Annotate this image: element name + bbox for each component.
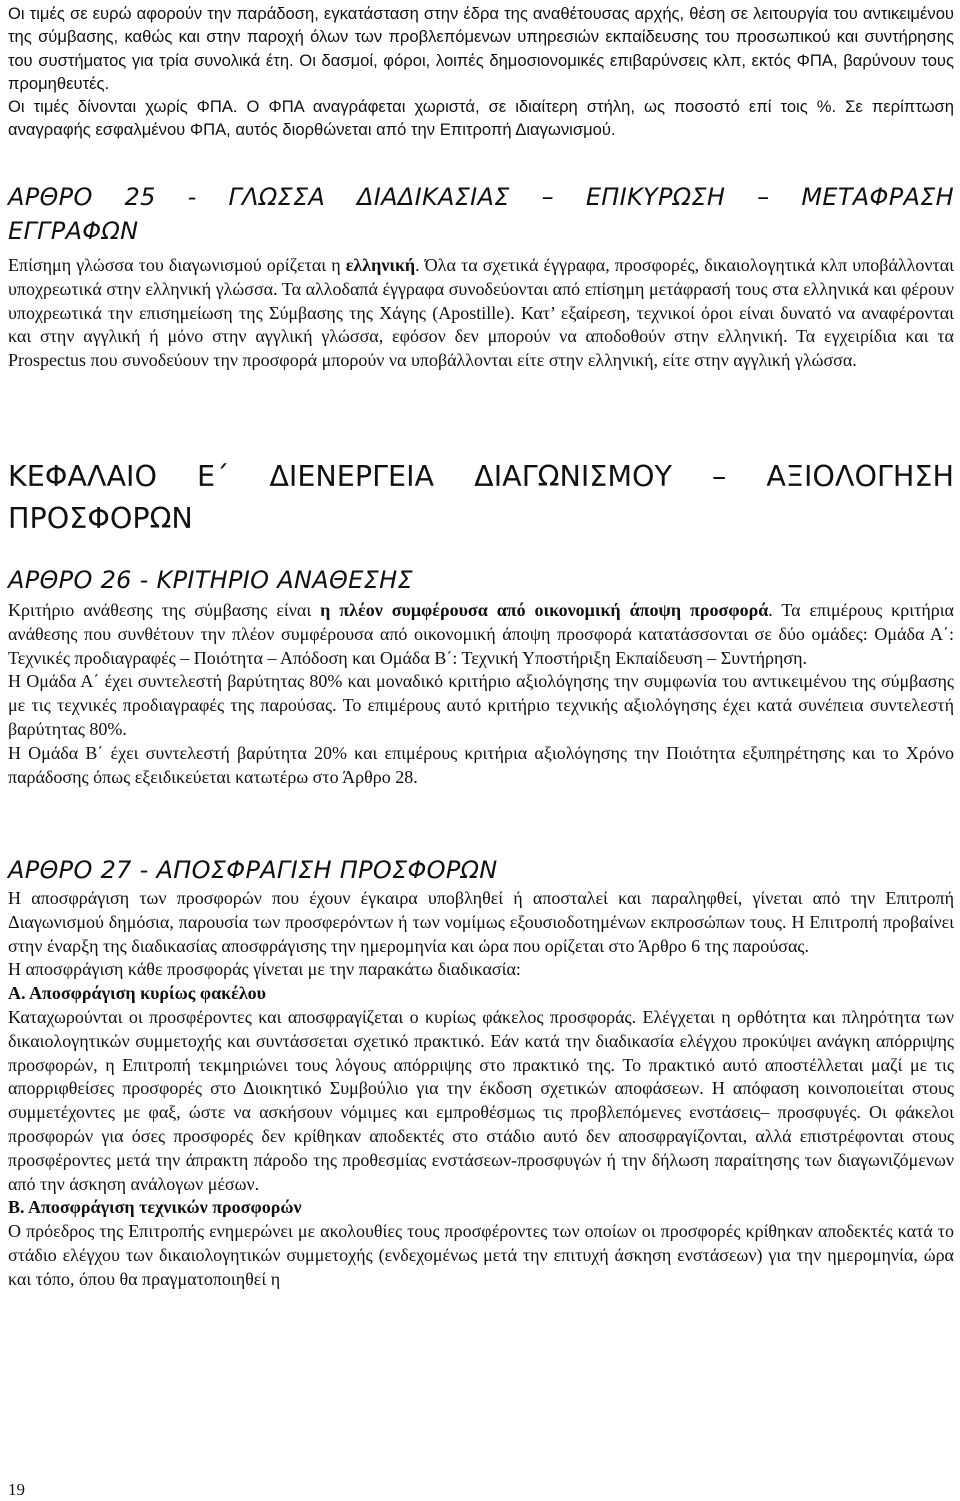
page-number: 19: [8, 1480, 25, 1499]
official-language: ελληνική: [345, 255, 416, 275]
group-a-paragraph: Η Ομάδα Α΄ έχει συντελεστή βαρύτητας 80% και μοναδικό κριτήριο αξιολόγησης την συμφωνία του αντικειμένου της σύμβασης με τις τεχνικές προδιαγραφές της παρούσας. Το επιμέρους αυτό κριτήριο τεχνικής αξιολόγησης έχει κατά συνέπεια συντελεστή βαρύτητας 80%.: [8, 671, 954, 739]
article-25-text-rest: . Όλα τα σχετικά έγγραφα, προσφορές, δικαιολογητικά κλπ υποβάλλονται υποχρεωτικά στην ελληνική γλώσσα. Τα αλλοδαπά έγγραφα συνοδεύονται από επίσημη μετάφρασή τους στα ελληνικά και φέρουν υποχρεωτικά την επισημείωση της Σύμβασης της Χάγης (Apostille). Κατ’ εξαίρεση, τεχνικοί όροι είναι δυνατό να αναφέρονται και στην αγγλική ή μόνο στην αγγλική γλώσσα, εφόσον δεν μπορούν να αποδοθούν στην ελληνική. Τα εγχειρίδια και τα Prospectus που συνοδεύουν την προσφορά μπορούν να υποβάλλονται είτε στην ελληνική, είτε στην αγγλική γλώσσα.: [8, 255, 954, 371]
article-27-title: ΑΡΘΡΟ 27 - ΑΠΟΣΦΡΑΓΙΣΗ ΠΡΟΣΦΟΡΩΝ: [8, 856, 498, 884]
article-25-text-start: Επίσημη γλώσσα του διαγωνισμού ορίζεται η: [8, 255, 346, 275]
subsection-b-text: Ο πρόεδρος της Επιτροπής ενημερώνει με ακολουθίες τους προσφέροντες των οποίων οι προσφορές κρίθηκαν αποδεκτές κατά το στάδιο ελέγχου των δικαιολογητικών συμμετοχής (ενδεχομένως μετά την επιτυχή άσκηση ενστάσεων) για την ημερομηνία, ώρα και τόπο, όπου θα πραγματοποιηθεί η: [8, 1221, 954, 1289]
article-27-section: [8, 853, 954, 1292]
award-criterion-paragraph: [8, 599, 954, 670]
award-criterion: η πλέον συμφέρουσα από οικονομική άποψη προσφορά: [320, 600, 769, 620]
chapter-5-section: [8, 455, 954, 539]
vat-paragraph: Οι τιμές δίνονται χωρίς ΦΠΑ. Ο ΦΠΑ αναγράφεται χωριστά, σε ιδιαίτερη στήλη, ως ποσοστό επί τοις %. Σε περίπτωση αναγραφής εσφαλμένου ΦΠΑ, αυτός διορθώνεται από την Επιτροπή Διαγωνισμού.: [8, 97, 954, 140]
article-25-title: ΑΡΘΡΟ 25 - ΓΛΩΣΣΑ ΔΙΑΔΙΚΑΣΙΑΣ – ΕΠΙΚΥΡΩΣΗ – ΜΕΤΑΦΡΑΣΗ ΕΓΓΡΑΦΩΝ: [8, 183, 954, 245]
award-criterion-rest: . Τα επιμέρους κριτήρια ανάθεσης που συνθέτουν την πλέον συμφέρουσα από οικονομική άποψη προσφορά κατατάσσονται σε δύο ομάδες: Ομάδα Α΄: Τεχνικές προδιαγραφές – Ποιότητα – Απόδοση και Ομάδα Β΄: Τεχνική Υποστήριξη Εκπαίδευση – Συντήρηση.: [8, 600, 954, 668]
article-25-text: [8, 254, 954, 373]
prices-paragraph: Οι τιμές σε ευρώ αφορούν την παράδοση, εγκατάσταση στην έδρα της αναθέτουσας αρχής, θέση σε λειτουργία του αντικειμένου της σύμβασης, καθώς και στην παροχή όλων των προβλεπόμενων υπηρεσιών εκπαίδευσης του προσωπικού και συντήρησης του συστήματος για τρία συνολικά έτη. Οι δασμοί, φόροι, λοιπές δημοσιονομικές επιβαρύνσεις κλπ, εκτός ΦΠΑ, βαρύνουν τους προμηθευτές.: [8, 4, 954, 93]
subsection-a-text: Καταχωρούνται οι προσφέροντες και αποσφραγίζεται ο κυρίως φάκελος προσφοράς. Ελέγχεται η ορθότητα και πληρότητα των δικαιολογητικών συμμετοχής και συντάσσεται σχετικό πρακτικό. Εάν κατά την διαδικασία ελέγχου προκύψει ανάγκη απόρριψης προσφορών, η Επιτροπή τεκμηριώνει τους λόγους απόρριψης στο πρακτικό της. Το πρακτικό αυτό αποστέλλεται μαζί με τις απορριφθείσες προσφορές στο Διοικητικό Συμβούλιο για την έκδοση σχετικών αποφάσεων. Η απόφαση κοινοποιείται στους συμμετέχοντες με φαξ, ώστε να ασκήσουν νόμιμες και εμπροθέσμως τις προβλεπόμενες ενστάσεις– προσφυγές. Οι φάκελοι προσφορών για όσες προσφορές δεν κρίθηκαν αποδεκτές στο στάδιο αυτό δεν αποσφραγίζονται, αλλά επιστρέφονται στους προσφέροντες μετά την άπρακτη πάροδο της προθεσμίας ενστάσεων-προσφυγών ή την δήλωση παραίτησης των διαγωνιζόμενων από την άσκηση ανάλογων μέσων.: [8, 1006, 954, 1194]
chapter-5-title: ΚΕΦΑΛΑΙΟ Ε΄ ΔΙΕΝΕΡΓΕΙΑ ΔΙΑΓΩΝΙΣΜΟΥ – ΑΞΙΟΛΟΓΗΣΗ ΠΡΟΣΦΟΡΩΝ: [8, 459, 954, 535]
intro-section: [8, 2, 954, 142]
opening-procedure: Η αποσφράγιση κάθε προσφοράς γίνεται με την παρακάτω διαδικασία:: [8, 959, 521, 980]
article-26-title: ΑΡΘΡΟ 26 - ΚΡΙΤΗΡΙΟ ΑΝΑΘΕΣΗΣ: [8, 566, 413, 594]
article-25-section: [8, 180, 954, 373]
group-b-paragraph: Η Ομάδα Β΄ έχει συντελεστή βαρύτητα 20% και επιμέρους κριτήρια αξιολόγησης την Ποιότητα εξυπηρέτησης και το Χρόνο παράδοσης όπως εξειδικεύεται κατωτέρω στο Άρθρο 28.: [8, 742, 954, 787]
opening-paragraph: Η αποσφράγιση των προσφορών που έχουν έγκαιρα υποβληθεί ή αποσταλεί και παραληφθεί, γίνεται από την Επιτροπή Διαγωνισμού δημόσια, παρουσία των προσφερόντων ή των νομίμως εξουσιοδοτημένων εκπροσώπων τους. Η Επιτροπή προβαίνει στην έναρξη της διαδικασίας αποσφράγισης την ημερομηνία και ώρα που ορίζεται στο Άρθρο 6 της παρούσας.: [8, 888, 954, 956]
subsection-b-title: Β. Αποσφράγιση τεχνικών προσφορών: [8, 1197, 302, 1218]
award-criterion-start: Κριτήριο ανάθεσης της σύμβασης είναι: [8, 600, 321, 620]
subsection-a-title: Α. Αποσφράγιση κυρίως φακέλου: [8, 983, 267, 1004]
article-26-section: [8, 563, 954, 789]
